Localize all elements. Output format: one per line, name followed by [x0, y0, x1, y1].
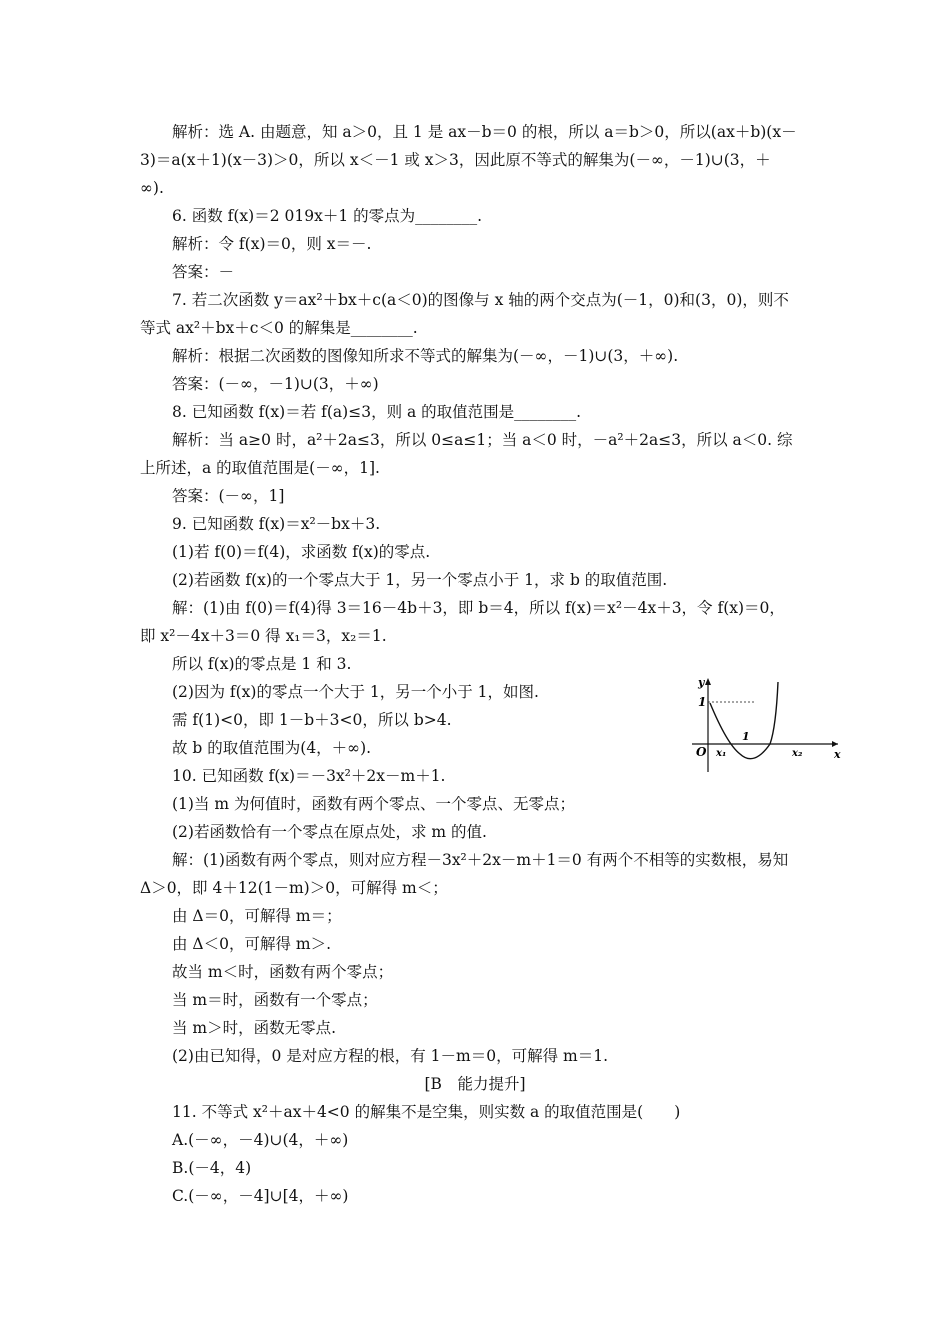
question-11: 11. 不等式 x²＋ax＋4<0 的解集不是空集，则实数 a 的取值范围是( ) [172, 1103, 681, 1121]
question-7-line-1: 7. 若二次函数 y＝ax²＋bx＋c(a＜0)的图像与 x 轴的两个交点为(－1，0)和(3，0)，则不 [172, 291, 789, 309]
question-9-part-2: (2)若函数 f(x)的一个零点大于 1，另一个零点小于 1，求 b 的取值范围. [172, 571, 668, 589]
y-tick-label: 1 [698, 695, 707, 709]
question-10-part-1: (1)当 m 为何值时，函数有两个零点、一个零点、无零点； [172, 795, 576, 813]
question-6: 6. 函数 f(x)＝2 019x＋1 的零点为________. [172, 207, 483, 225]
section-heading: [B 能力提升] [424, 1075, 526, 1093]
solution-10-line-2: Δ＞0，即 4＋12(1－m)＞0，可解得 m＜； [140, 879, 448, 897]
solution-9-line-3: 所以 f(x)的零点是 1 和 3. [172, 655, 352, 673]
solution-10-line-3: 由 Δ＝0，可解得 m＝； [172, 907, 342, 925]
solution-8-line-1: 解析：当 a≥0 时，a²＋2a≤3，所以 0≤a≤1；当 a＜0 时，－a²＋2a≤3，所以 a＜0. 综 [172, 431, 793, 449]
root-2-label: x₂ [792, 748, 803, 759]
x-axis-arrow [832, 741, 838, 747]
y-axis-arrow [705, 678, 711, 685]
answer-6: 答案：－ [172, 263, 235, 281]
question-9: 9. 已知函数 f(x)＝x²－bx＋3. [172, 515, 381, 533]
x-axis-label: x [834, 748, 841, 761]
solution-5-line-1: 解析：选 A. 由题意，知 a＞0，且 1 是 ax－b＝0 的根，所以 a＝b＞0，所以(ax＋b)(x－ [172, 123, 797, 141]
option-a: A.(－∞，－4)∪(4，＋∞) [172, 1131, 349, 1149]
solution-9-line-6: 故 b 的取值范围为(4，＋∞). [172, 739, 372, 757]
solution-10-line-4: 由 Δ＜0，可解得 m＞. [172, 935, 332, 953]
solution-5-line-2: 3)＝a(x＋1)(x－3)＞0，所以 x＜－1 或 x＞3，因此原不等式的解集为(－∞，－1)∪(3，＋ [140, 151, 771, 169]
solution-10-line-1: 解：(1)函数有两个零点，则对应方程－3x²＋2x－m＋1＝0 有两个不相等的实数根，易知 [172, 851, 789, 869]
solution-7: 解析：根据二次函数的图像知所求不等式的解集为(－∞，－1)∪(3，＋∞). [172, 347, 679, 365]
solution-10-line-8: (2)由已知得，0 是对应方程的根，有 1－m＝0，可解得 m＝1. [172, 1047, 609, 1065]
solution-10-line-6: 当 m＝时，函数有一个零点； [172, 991, 378, 1009]
x-tick-label: 1 [742, 730, 750, 743]
solution-5-line-3: ∞). [140, 179, 164, 197]
solution-9-line-5: 需 f(1)<0，即 1－b＋3<0，所以 b>4. [172, 711, 452, 729]
solution-9-line-2: 即 x²－4x＋3＝0 得 x₁＝3，x₂＝1. [140, 627, 387, 645]
y-axis-label: y [698, 676, 705, 689]
solution-9-line-1: 解：(1)由 f(0)＝f(4)得 3＝16－4b＋3，即 b＝4，所以 f(x)＝x²－4x＋3，令 f(x)＝0， [172, 599, 785, 617]
option-c: C.(－∞，－4]∪[4，＋∞) [172, 1187, 349, 1205]
question-10-part-2: (2)若函数恰有一个零点在原点处，求 m 的值. [172, 823, 487, 841]
question-9-part-1: (1)若 f(0)＝f(4)，求函数 f(x)的零点. [172, 543, 431, 561]
origin-label: O [696, 745, 707, 759]
solution-9-line-4: (2)因为 f(x)的零点一个大于 1，另一个小于 1，如图. [172, 683, 539, 701]
parabola-figure [688, 672, 841, 772]
answer-7: 答案：(－∞，－1)∪(3，＋∞) [172, 375, 379, 393]
answer-8: 答案：(－∞，1] [172, 487, 285, 505]
root-1-label: x₁ [716, 748, 727, 759]
solution-6: 解析：令 f(x)＝0，则 x＝－. [172, 235, 372, 253]
solution-10-line-5: 故当 m＜时，函数有两个零点； [172, 963, 394, 981]
question-7-line-2: 等式 ax²＋bx＋c＜0 的解集是________. [140, 319, 418, 337]
question-10: 10. 已知函数 f(x)＝－3x²＋2x－m＋1. [172, 767, 446, 785]
option-b: B.(－4，4) [172, 1159, 252, 1177]
question-8: 8. 已知函数 f(x)＝若 f(a)≤3，则 a 的取值范围是________. [172, 403, 582, 421]
solution-8-line-2: 上所述，a 的取值范围是(－∞，1]. [140, 459, 380, 477]
solution-10-line-7: 当 m＞时，函数无零点. [172, 1019, 337, 1037]
